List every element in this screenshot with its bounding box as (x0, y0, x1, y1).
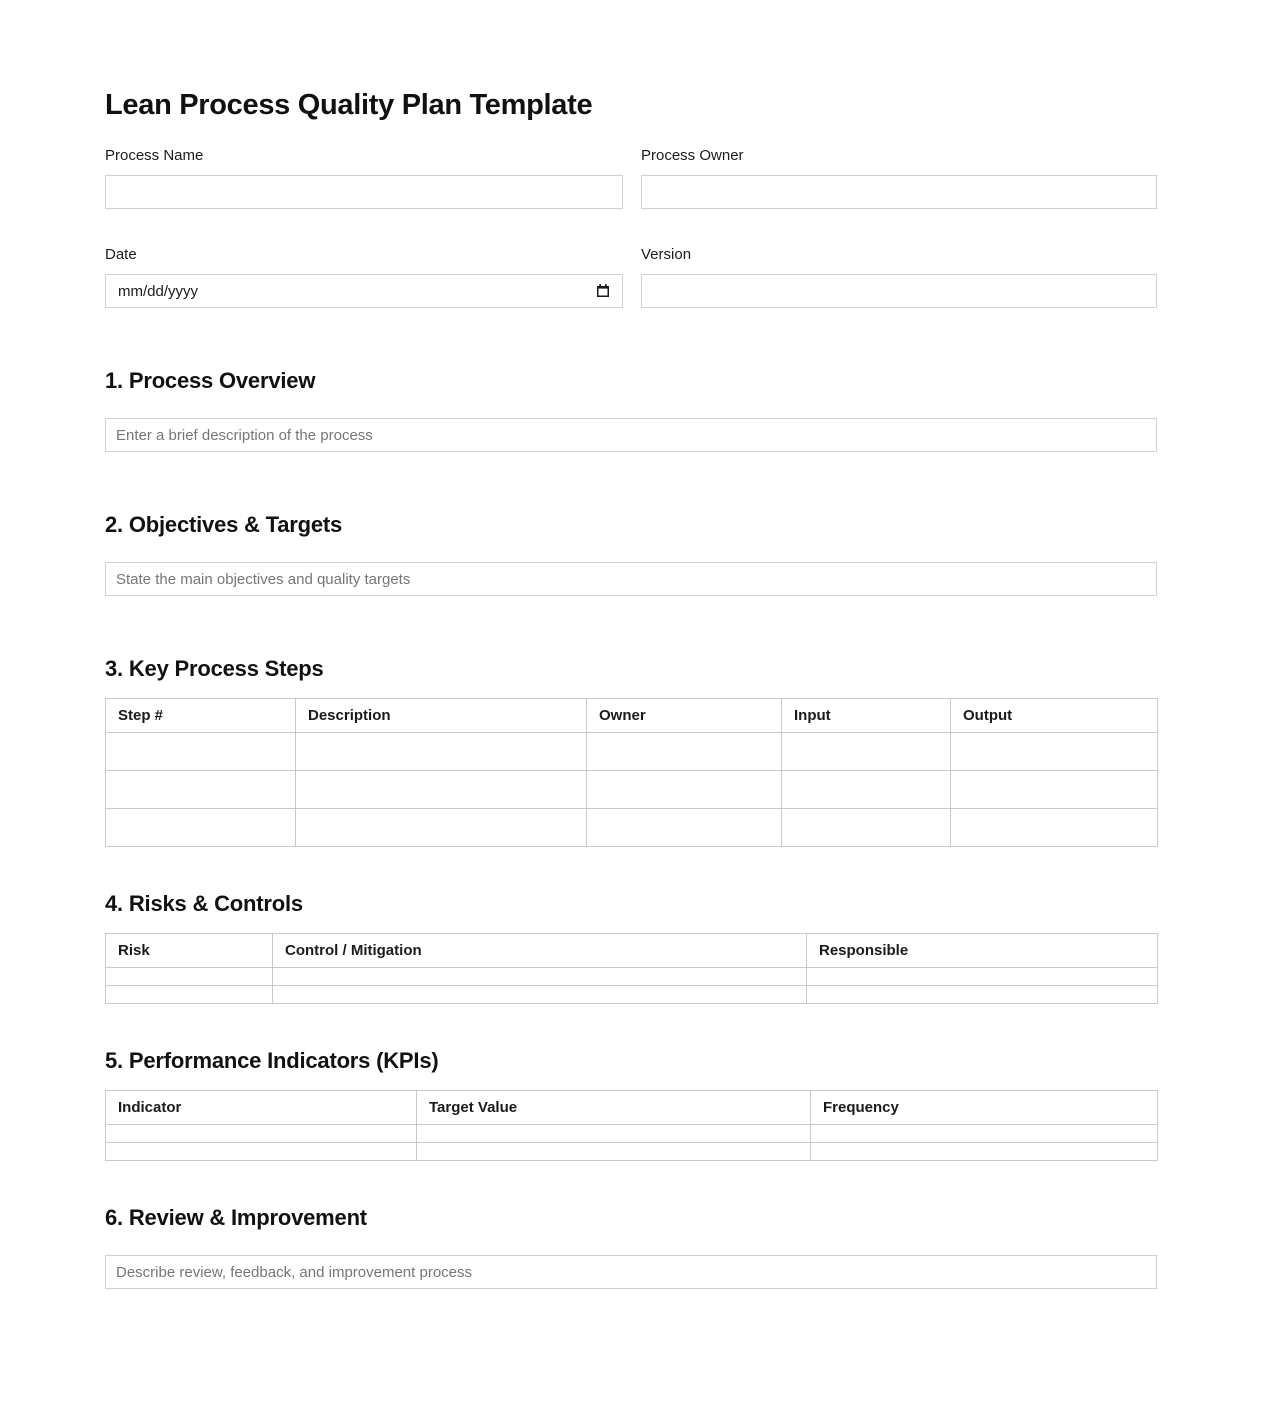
table-row (106, 733, 1158, 771)
table-row (106, 809, 1158, 847)
process-overview-field (105, 418, 1157, 452)
version-field (641, 245, 1157, 308)
empty-cell (417, 1125, 811, 1143)
column-header-step: Step # (106, 699, 296, 733)
empty-cell (417, 1143, 811, 1161)
review-improvement-heading: 6. Review & Improvement (105, 1205, 367, 1230)
empty-cell (782, 733, 951, 771)
process-owner-input[interactable] (641, 175, 1157, 209)
table-row (106, 1125, 1158, 1143)
risks-controls-table (105, 933, 1158, 1004)
empty-cell (951, 809, 1158, 847)
version-label: Version (641, 246, 692, 263)
empty-cell (296, 771, 587, 809)
empty-cell (807, 986, 1158, 1004)
empty-cell (106, 1143, 417, 1161)
quality-plan-form (105, 0, 1157, 1289)
column-header-output: Output (951, 699, 1158, 733)
process-name-label: Process Name (105, 147, 204, 164)
page-title: Lean Process Quality Plan Template (105, 89, 593, 121)
section-objectives-targets (105, 510, 1157, 596)
calendar-icon[interactable] (595, 283, 611, 299)
empty-cell (106, 968, 273, 986)
empty-cell (782, 771, 951, 809)
empty-cell (811, 1125, 1158, 1143)
date-field (105, 245, 623, 308)
empty-cell (951, 771, 1158, 809)
empty-cell (106, 809, 296, 847)
empty-cell (587, 771, 782, 809)
empty-cell (296, 733, 587, 771)
key-process-steps-table (105, 698, 1158, 847)
empty-cell (296, 809, 587, 847)
column-header-target-value: Target Value (417, 1091, 811, 1125)
review-improvement-field (105, 1255, 1157, 1289)
table-header-row (106, 699, 1158, 733)
table-header-row (106, 1091, 1158, 1125)
empty-cell (807, 968, 1158, 986)
meta-row-2 (105, 245, 1157, 308)
table-row (106, 1143, 1158, 1161)
empty-cell (951, 733, 1158, 771)
key-process-steps-heading: 3. Key Process Steps (105, 656, 324, 681)
column-header-owner: Owner (587, 699, 782, 733)
section-key-process-steps (105, 654, 1157, 847)
process-name-field (105, 146, 623, 209)
table-header-row (106, 934, 1158, 968)
date-value: mm/dd/yyyy (118, 282, 199, 300)
performance-indicators-table (105, 1090, 1158, 1161)
review-improvement-input[interactable] (105, 1255, 1157, 1289)
process-owner-field (641, 146, 1157, 209)
column-header-indicator: Indicator (106, 1091, 417, 1125)
column-header-responsible: Responsible (807, 934, 1158, 968)
section-process-overview (105, 366, 1157, 452)
column-header-description: Description (296, 699, 587, 733)
process-overview-input[interactable] (105, 418, 1157, 452)
empty-cell (106, 733, 296, 771)
empty-cell (273, 968, 807, 986)
column-header-control-mitigation: Control / Mitigation (273, 934, 807, 968)
empty-cell (106, 771, 296, 809)
objectives-targets-heading: 2. Objectives & Targets (105, 512, 343, 537)
risks-controls-heading: 4. Risks & Controls (105, 891, 303, 916)
section-risks-controls (105, 889, 1157, 1004)
empty-cell (811, 1143, 1158, 1161)
performance-indicators-heading: 5. Performance Indicators (KPIs) (105, 1048, 439, 1073)
table-row (106, 968, 1158, 986)
empty-cell (273, 986, 807, 1004)
section-performance-indicators (105, 1046, 1157, 1161)
objectives-targets-input[interactable] (105, 562, 1157, 596)
empty-cell (106, 986, 273, 1004)
column-header-frequency: Frequency (811, 1091, 1158, 1125)
empty-cell (587, 733, 782, 771)
table-row (106, 771, 1158, 809)
process-overview-heading: 1. Process Overview (105, 368, 316, 393)
column-header-risk: Risk (106, 934, 273, 968)
process-name-input[interactable] (105, 175, 623, 209)
objectives-targets-field (105, 562, 1157, 596)
empty-cell (587, 809, 782, 847)
date-input[interactable] (105, 274, 623, 308)
empty-cell (782, 809, 951, 847)
date-label: Date (105, 246, 137, 263)
empty-cell (106, 1125, 417, 1143)
process-owner-label: Process Owner (641, 147, 744, 164)
meta-row-1 (105, 146, 1157, 209)
version-input[interactable] (641, 274, 1157, 308)
section-review-improvement (105, 1203, 1157, 1289)
column-header-input: Input (782, 699, 951, 733)
table-row (106, 986, 1158, 1004)
